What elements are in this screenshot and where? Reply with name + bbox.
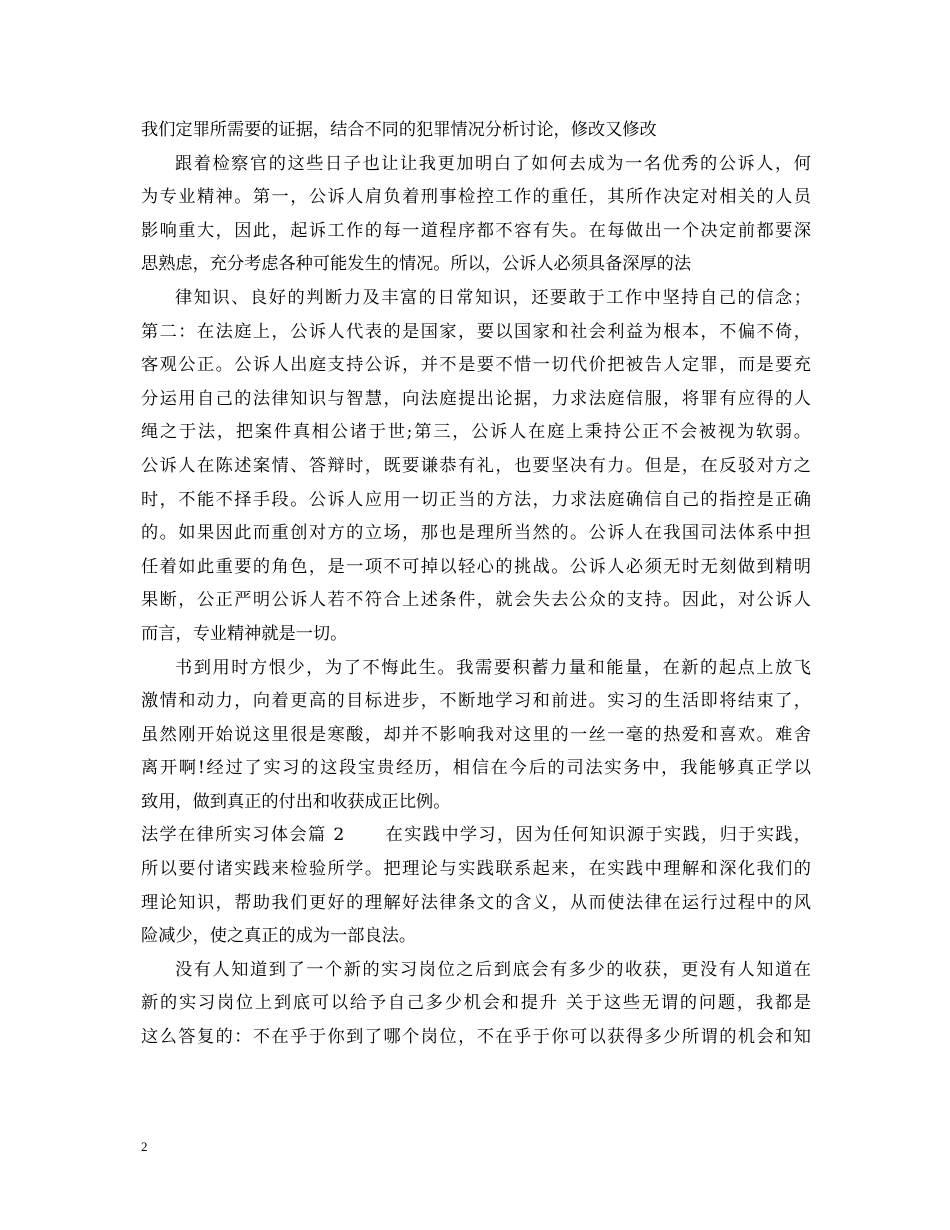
text-line: 书到用时方恨少，为了不悔此生。我需要积蓄力量和能量，在新的起点上放飞 — [175, 657, 811, 678]
text-line: 任着如此重要的角色，是一项不可掉以轻心的挑战。公诉人必须无时无刻做到精明 — [141, 556, 811, 577]
text-line: 离开啊!经过了实习的这段宝贵经历，相信在今后的司法实务中，我能够真正学以 — [141, 758, 811, 779]
text-line: 虽然刚开始说这里很是寒酸，却并不影响我对这里的一丝一毫的热爱和喜欢。难舍 — [141, 724, 811, 745]
text-line: 没有人知道到了一个新的实习岗位之后到底会有多少的收获，更没有人知道在 — [175, 959, 811, 980]
text-line: 第二：在法庭上，公诉人代表的是国家，要以国家和社会利益为根本，不偏不倚， — [141, 321, 811, 342]
text-line: 客观公正。公诉人出庭支持公诉，并不是要不惜一切代价把被告人定罪，而是要充 — [141, 355, 811, 376]
text-line: 新的实习岗位上到底可以给予自己多少机会和提升 关于这些无谓的问题，我都是 — [141, 993, 811, 1014]
text-line: 这么答复的：不在乎于你到了哪个岗位，不在乎于你可以获得多少所谓的机会和知 — [141, 1027, 811, 1048]
text-line: 致用，做到真正的付出和收获成正比例。 — [141, 791, 451, 812]
text-line: 的。如果因此而重创对方的立场，那也是理所当然的。公诉人在我国司法体系中担 — [141, 523, 811, 544]
text-line: 我们定罪所需要的证据，结合不同的犯罪情况分析讨论，修改又修改 — [141, 120, 657, 140]
text-line: 果断，公正严明公诉人若不符合上述条件，就会失去公众的支持。因此，对公诉人 — [141, 590, 811, 611]
text-line: 激情和动力，向着更高的目标进步，不断地学习和前进。实习的生活即将结束了， — [141, 691, 811, 712]
text-line: 律知识、良好的判断力及丰富的日常知识，还要敢于工作中坚持自己的信念； — [175, 287, 811, 308]
text-line: 为专业精神。第一，公诉人肩负着刑事检控工作的重任，其所作决定对相关的人员 — [141, 187, 811, 208]
text-line: 影响重大，因此，起诉工作的每一道程序都不容有失。在每做出一个决定前都要深 — [141, 220, 811, 241]
text-line: 而言，专业精神就是一切。 — [141, 623, 348, 644]
text-line: 理论知识，帮助我们更好的理解好法律条文的含义，从而使法律在运行过程中的风 — [141, 892, 811, 913]
text-line: 分运用自己的法律知识与智慧，向法庭提出论据，力求法庭信服，将罪有应得的人 — [141, 388, 811, 409]
text-line: 时，不能不择手段。公诉人应用一切正当的方法，力求法庭确信自己的指控是正确 — [141, 489, 811, 510]
section-heading: 法学在律所实习体会篇 2 — [141, 825, 345, 846]
page-number: 2 — [141, 1139, 148, 1154]
text-line: 所以要付诸实践来检验所学。把理论与实践联系起来，在实践中理解和深化我们的 — [141, 859, 811, 880]
text-line: 险减少，使之真正的成为一部良法。 — [141, 926, 417, 947]
text-line: 绳之于法，把案件真相公诸于世;第三，公诉人在庭上秉持公正不会被视为软弱。 — [141, 422, 811, 443]
document-body — [141, 114, 811, 1055]
text-line — [141, 819, 811, 853]
line-text: 在实践中学习，因为任何知识源于实践，归于实践， — [384, 825, 811, 846]
text-line: 跟着检察官的这些日子也让让我更加明白了如何去成为一名优秀的公诉人，何 — [175, 153, 811, 174]
text-line: 思熟虑，充分考虑各种可能发生的情况。所以，公诉人必须具备深厚的法 — [141, 254, 692, 275]
text-line: 公诉人在陈述案情、答辩时，既要谦恭有礼，也要坚决有力。但是，在反驳对方之 — [141, 455, 811, 476]
